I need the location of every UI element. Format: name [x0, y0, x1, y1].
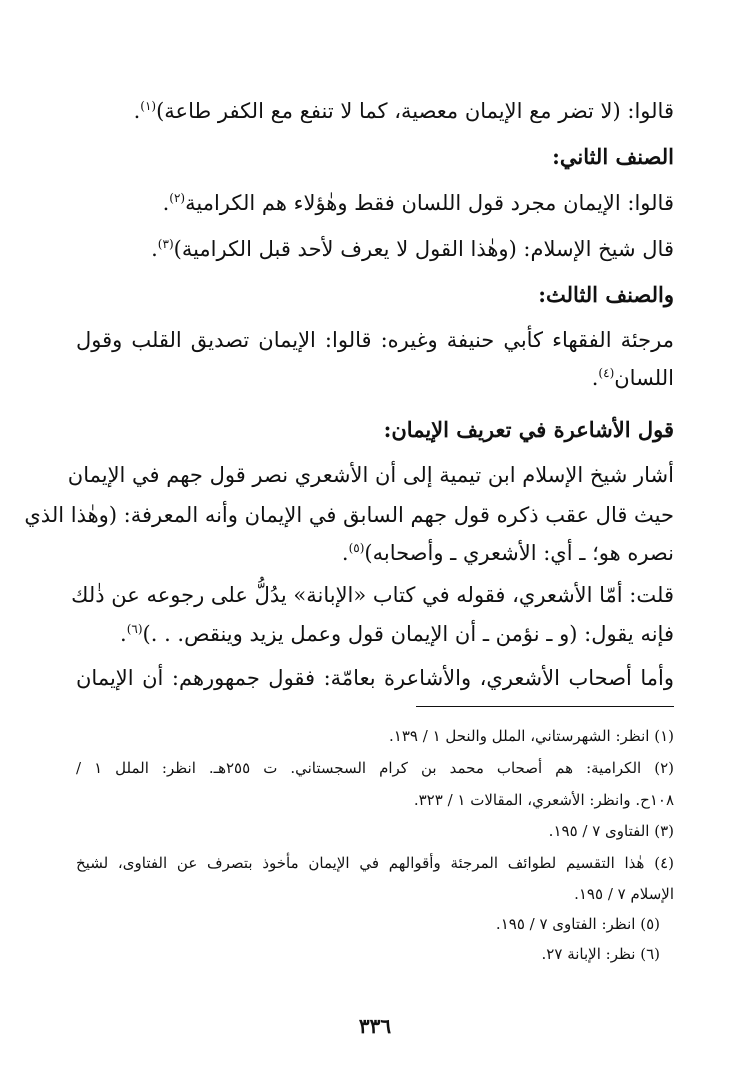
- section-heading: والصنف الثالث:: [538, 282, 674, 307]
- text-run: .: [591, 366, 599, 390]
- text-run: فإنه يقول: (و ـ نؤمن ـ أن الإيمان قول وعمل يزيد وينقص. . .): [142, 622, 674, 646]
- paragraph-line: [151, 234, 674, 264]
- footnote-4: (٤) هٰذا التقسيم لطوائف المرجئة وأقوالهم في الإيمان مأخوذ بتصرف عن الفتاوى، لشيخ: [76, 854, 674, 872]
- footnote-2: (٢) الكرامية: هم أصحاب محمد بن كرام السجستاني. ت ٢٥٥هـ. انظر: الملل ١ /: [76, 759, 674, 777]
- text-run: .: [341, 541, 349, 565]
- text-run: .: [133, 99, 141, 123]
- footnote-ref: (٣): [157, 237, 174, 251]
- footnote-ref: (٦): [126, 622, 143, 636]
- section-heading: قول الأشاعرة في تعريف الإيمان:: [383, 417, 674, 442]
- footnote-divider: [416, 706, 674, 707]
- paragraph-line: [592, 363, 674, 393]
- footnote-3: (٣) الفتاوى ٧ / ١٩٥.: [548, 822, 674, 840]
- text-run: قال شيخ الإسلام: (وهٰذا القول لا يعرف لأحد قبل الكرامية): [173, 237, 674, 261]
- text-run: .: [162, 191, 170, 215]
- paragraph-line: حيث قال عقب ذكره قول جهم السابق في الإيمان وأنه المعرفة: (وهٰذا الذي: [24, 503, 674, 527]
- footnote-4-continued: الإسلام ٧ / ١٩٥.: [574, 885, 674, 903]
- text-run: اللسان: [614, 366, 674, 390]
- text-run: نصره هو؛ ـ أي: الأشعري ـ وأصحابه): [364, 541, 674, 565]
- footnote-5: (٥) انظر: الفتاوى ٧ / ١٩٥.: [495, 915, 660, 933]
- footnote-1: (١) انظر: الشهرستاني، الملل والنحل ١ / ١٣٩.: [389, 727, 674, 745]
- text-run: قالوا: (لا تضر مع الإيمان معصية، كما لا تنفع مع الكفر طاعة): [156, 99, 674, 123]
- paragraph-line: وأما أصحاب الأشعري، والأشاعرة بعامّة: فقول جمهورهم: أن الإيمان: [76, 666, 674, 690]
- paragraph-line: [120, 619, 674, 649]
- paragraph-line: مرجئة الفقهاء كأبي حنيفة وغيره: قالوا: الإيمان تصديق القلب وقول: [76, 328, 674, 352]
- section-heading: الصنف الثاني:: [552, 144, 674, 169]
- footnote-2-continued: ١٠٨ح. وانظر: الأشعري، المقالات ١ / ٣٢٣.: [413, 791, 674, 809]
- text-run: .: [120, 622, 127, 646]
- footnote-ref: (١): [140, 99, 157, 113]
- paragraph-line: [342, 538, 674, 568]
- footnote-6: (٦) نظر: الإبانة ٢٧.: [541, 945, 660, 963]
- text-run: قالوا: الإيمان مجرد قول اللسان فقط وهٰؤلاء هم الكرامية: [185, 191, 674, 215]
- paragraph-line: أشار شيخ الإسلام ابن تيمية إلى أن الأشعري نصر قول جهم في الإيمان: [67, 463, 674, 487]
- paragraph-line: قلت: أمّا الأشعري، فقوله في كتاب «الإبانة» يدُلُّ على رجوعه عن ذٰلك: [71, 583, 674, 607]
- page-number: ٣٣٦: [358, 1014, 392, 1038]
- footnote-ref: (٤): [598, 366, 615, 380]
- paragraph-line: [163, 188, 674, 218]
- paragraph-line: [134, 96, 674, 126]
- book-page: [24, 0, 674, 1090]
- footnote-ref: (٢): [169, 191, 186, 205]
- footnote-ref: (٥): [348, 541, 365, 555]
- text-run: .: [151, 237, 158, 261]
